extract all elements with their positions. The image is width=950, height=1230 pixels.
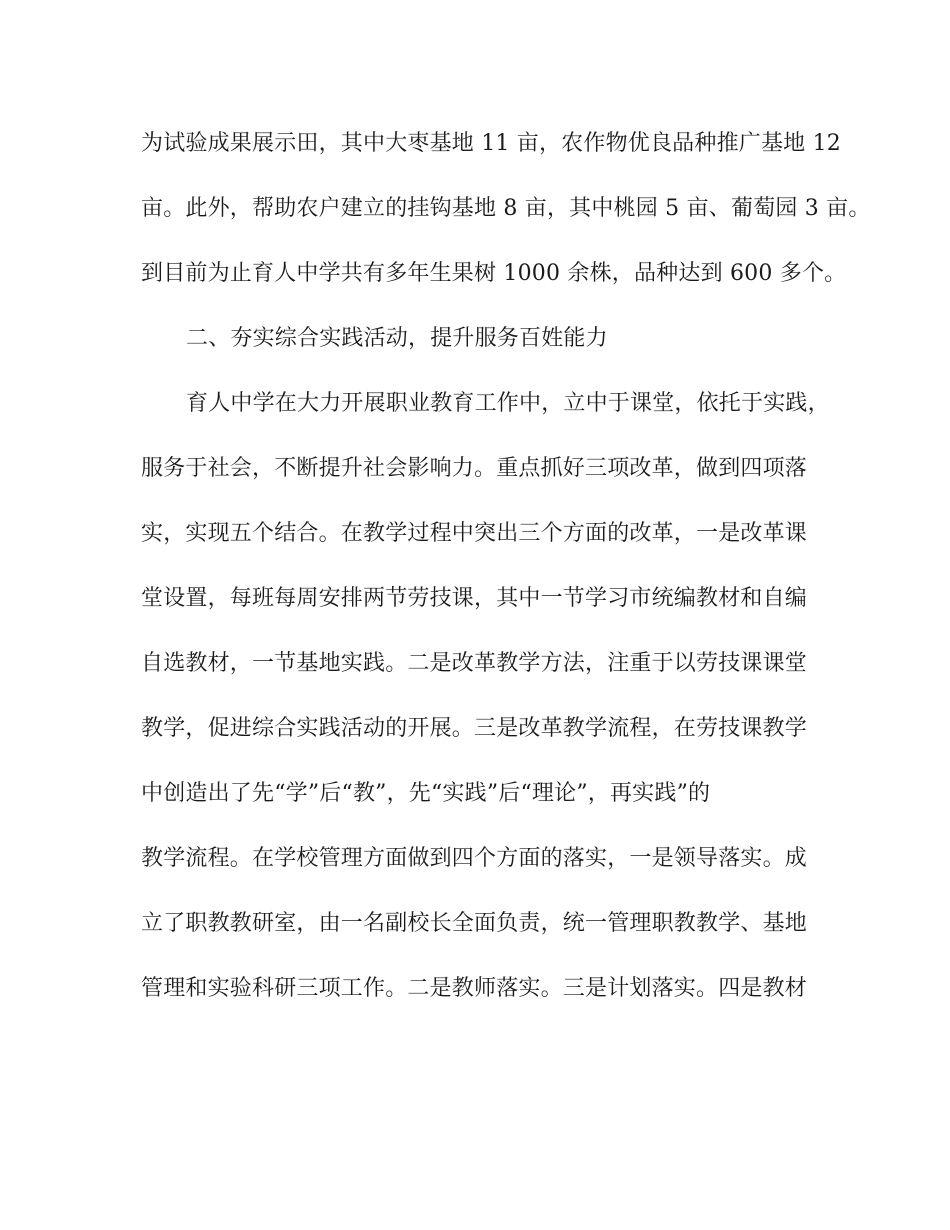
paragraph-line: 亩。此外，帮助农户建立的挂钩基地 8 亩，其中桃园 5 亩、葡萄园 3 亩。 (141, 196, 871, 221)
paragraph-line: 堂设置，每班每周安排两节劳技课，其中一节学习市统编教材和自编 (141, 586, 808, 611)
section-heading: 二、夯实综合实践活动，提升服务百姓能力 (186, 326, 608, 351)
paragraph-line: 实，实现五个结合。在教学过程中突出三个方面的改革，一是改革课 (141, 521, 808, 546)
paragraph-line: 自选教材，一节基地实践。二是改革教学方法，注重于以劳技课课堂 (141, 651, 808, 676)
paragraph-line: 服务于社会，不断提升社会影响力。重点抓好三项改革，做到四项落 (141, 456, 808, 481)
paragraph-line: 立了职教教研室，由一名副校长全面负责，统一管理职教教学、基地 (141, 911, 808, 936)
paragraph-line: 为试验成果展示田，其中大枣基地 11 亩，农作物优良品种推广基地 12 (141, 131, 841, 156)
paragraph-line: 育人中学在大力开展职业教育工作中，立中于课堂，依托于实践， (186, 391, 830, 416)
paragraph-line: 教学，促进综合实践活动的开展。三是改革教学流程，在劳技课教学 (141, 716, 808, 741)
paragraph-line: 到目前为止育人中学共有多年生果树 1000 余株，品种达到 600 多个。 (141, 261, 847, 286)
paragraph-line: 教学流程。在学校管理方面做到四个方面的落实，一是领导落实。成 (141, 846, 808, 871)
paragraph-line: 中创造出了先“学”后“教”，先“实践”后“理论”，再实践”的 (141, 781, 711, 806)
paragraph-line: 管理和实验科研三项工作。二是教师落实。三是计划落实。四是教材 (141, 976, 808, 1001)
